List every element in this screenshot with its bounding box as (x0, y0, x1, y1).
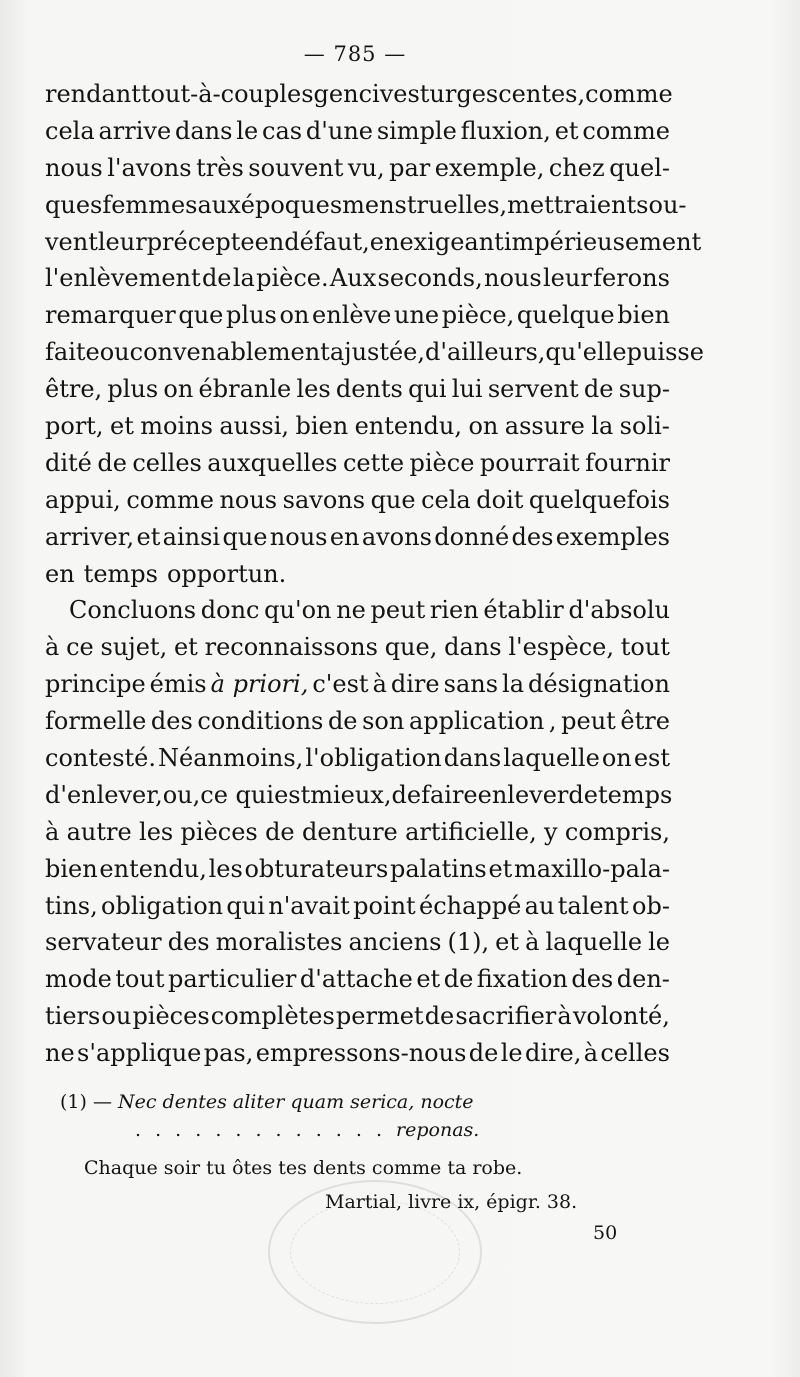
text-line (45, 408, 670, 445)
word: donc (200, 596, 260, 625)
text-line (45, 76, 673, 113)
word: dité (45, 448, 92, 477)
word: menstruelles, (342, 190, 508, 219)
text-line (45, 998, 670, 1035)
word: et (173, 633, 198, 662)
word: fluxion, (460, 116, 551, 145)
text-line (45, 187, 687, 224)
word: ou (101, 1002, 132, 1031)
text-line (45, 629, 670, 666)
word: faire (421, 780, 478, 809)
word: gencives (313, 80, 420, 108)
word: moins (140, 412, 213, 441)
word: arrive (98, 116, 172, 145)
word: mode (45, 965, 112, 994)
word: et (136, 522, 161, 551)
word: vent (45, 227, 98, 256)
word: dans (444, 633, 502, 662)
word: et (109, 412, 134, 441)
word: à (45, 633, 60, 662)
word: laquelle (503, 744, 600, 773)
word: qu'on (264, 596, 332, 625)
word: cela (421, 485, 471, 514)
text-line (45, 260, 670, 297)
footnote-quote: Nec dentes aliter quam serica, nocte (118, 1091, 474, 1113)
word: la (502, 670, 525, 699)
word: cela (45, 116, 95, 145)
word: sacrifier (455, 1002, 557, 1031)
word: ainsi (162, 522, 221, 551)
word: ne (336, 596, 366, 625)
word: y (544, 817, 558, 846)
word: d'enlever, (45, 780, 163, 809)
word: principe (45, 670, 146, 699)
word: à (557, 1002, 572, 1031)
word: tiers (45, 1002, 101, 1031)
word: à (372, 670, 387, 699)
word: émis (149, 670, 207, 699)
word: ou (99, 338, 130, 367)
text-line (45, 851, 670, 888)
word: ques (45, 190, 103, 219)
word: vu, (347, 153, 385, 182)
word: les (208, 854, 243, 883)
word: port, (45, 412, 104, 441)
word: qui (226, 891, 265, 920)
word: de (568, 780, 598, 809)
word: ce qui (200, 780, 275, 809)
word: n'avait (268, 891, 350, 920)
word: denture (301, 817, 398, 846)
word: celles (600, 1039, 670, 1068)
word: ne (45, 1039, 75, 1068)
word: rien (429, 596, 479, 625)
word: à (583, 1039, 599, 1068)
word: auxquelles (207, 448, 338, 477)
word: obligation (101, 891, 224, 920)
word: au (524, 891, 555, 920)
word: que (370, 485, 416, 514)
word: puisse (626, 338, 704, 367)
footnote-quote-continuation: reponas. (396, 1119, 480, 1141)
word: , (548, 707, 557, 736)
word: cas (262, 116, 303, 145)
word: peut (370, 596, 426, 625)
word: nous (45, 153, 103, 182)
word: comme (582, 116, 670, 145)
word: des (150, 707, 193, 736)
word: autre (66, 817, 132, 846)
word: volonté, (572, 1002, 670, 1031)
word: on (601, 744, 632, 773)
text-line (45, 224, 702, 261)
word: est (274, 780, 311, 809)
text-line (45, 519, 670, 556)
word: l'enlèvement (45, 264, 201, 293)
word: (1), (447, 928, 490, 957)
word: le (648, 928, 670, 957)
word: échappé (419, 891, 522, 920)
word: faite (45, 338, 100, 367)
text-line (45, 297, 670, 334)
word: précepte (146, 227, 255, 256)
word: des (571, 965, 614, 994)
word: bien (45, 854, 98, 883)
page-number: — 785 — (303, 42, 407, 66)
text-line (45, 445, 670, 482)
word: qui (408, 375, 447, 404)
word: comme (126, 485, 214, 514)
word: aussi, (219, 412, 290, 441)
word: convenablement (129, 338, 330, 367)
word: à priori, (210, 670, 309, 699)
word: c'est (312, 670, 369, 699)
word: laquelle (545, 928, 643, 957)
signature-number: 50 (593, 1222, 618, 1244)
word: l'espèce, (508, 633, 614, 662)
word: permet (335, 1002, 424, 1031)
word: bien (295, 412, 349, 441)
word: savons (282, 485, 366, 514)
word: pièce (409, 448, 475, 477)
word: temps (597, 780, 673, 809)
word: l'avons (107, 153, 192, 182)
word: sou- (636, 190, 687, 219)
word: être, (45, 375, 103, 404)
text-line (45, 334, 704, 371)
text-line (45, 482, 670, 519)
word: est (633, 744, 670, 773)
word: celles (132, 448, 202, 477)
word: plus (107, 375, 159, 404)
word: maxillo-pala- (514, 854, 670, 883)
word: mieux, (310, 780, 392, 809)
footnote-ellipsis: . . . . . . . . . . . . . (135, 1119, 386, 1141)
word: le (500, 1039, 523, 1068)
word: obturateurs (244, 854, 389, 883)
word: ajustée, (329, 338, 426, 367)
word: les (279, 80, 314, 108)
word: de (327, 707, 358, 736)
footnote-translation: Chaque soir tu ôtes tes dents comme ta robe. (84, 1157, 523, 1179)
word: ce (66, 633, 94, 662)
word: quelquefois (528, 485, 670, 514)
word: turgescentes, (419, 80, 586, 108)
word: les (296, 375, 331, 404)
word: de (391, 780, 422, 809)
word: donné (434, 522, 510, 551)
word: tout (620, 633, 670, 662)
word: quel- (609, 153, 670, 182)
word: désignation (528, 670, 670, 699)
word: de (583, 375, 614, 404)
word: servent (487, 375, 579, 404)
text-line (45, 740, 670, 777)
word: fixation (476, 965, 568, 994)
word: tout (115, 965, 165, 994)
word: artificielle, (405, 817, 537, 846)
word: le (236, 116, 259, 145)
word: nous (219, 485, 278, 514)
word: souvent (248, 153, 344, 182)
word: compris, (564, 817, 670, 846)
word: temps (83, 559, 158, 588)
word: dans (175, 116, 233, 145)
word: palatins (390, 854, 487, 883)
word: nous (484, 264, 542, 293)
text-line (45, 924, 670, 961)
word: tins, (45, 891, 98, 920)
word: d'attache (299, 965, 413, 994)
text-line (45, 814, 670, 851)
word: des (511, 522, 554, 551)
word: de (201, 264, 232, 293)
word: point (353, 891, 416, 920)
word: Concluons (69, 596, 197, 625)
word: sans (443, 670, 499, 699)
word: entendu, (354, 412, 463, 441)
text-line (45, 371, 670, 408)
word: pièces (180, 817, 258, 846)
word: de (468, 1039, 499, 1068)
word: cette (342, 448, 405, 477)
word: quelque (516, 301, 615, 330)
word: Aux (329, 264, 377, 293)
word: d'ailleurs, (425, 338, 546, 367)
word: qu'elle (545, 338, 627, 367)
word: tout-à-coup (140, 80, 280, 108)
word: den- (616, 965, 670, 994)
text-line (45, 592, 670, 629)
word: complètes (210, 1002, 335, 1031)
word: son (362, 707, 405, 736)
word: par (389, 153, 431, 182)
word: et (416, 965, 441, 994)
word: on (163, 375, 194, 404)
word: talent (557, 891, 629, 920)
word: seconds, (377, 264, 483, 293)
word: ou, (162, 780, 201, 809)
word: arriver, (45, 522, 135, 551)
word: moralistes (215, 928, 343, 957)
text-line (45, 777, 673, 814)
word: dans (443, 744, 502, 773)
text-line (45, 113, 670, 150)
word: simple (376, 116, 457, 145)
word: on (468, 412, 499, 441)
word: et (495, 928, 520, 957)
word: dire (390, 670, 440, 699)
word: exemple, (434, 153, 545, 182)
word: et (554, 116, 579, 145)
word: bien (617, 301, 670, 330)
body-text (45, 76, 704, 1072)
word: enlever (477, 780, 569, 809)
word: époques (240, 190, 343, 219)
word: que (222, 522, 268, 551)
word: pourrait (479, 448, 580, 477)
word: servateur (45, 928, 162, 957)
word: d'une (305, 116, 373, 145)
footnote-quote-line-2 (60, 1116, 620, 1144)
word: entendu, (99, 854, 207, 883)
word: de (265, 817, 295, 846)
word: enlève (312, 301, 392, 330)
word: leur (543, 264, 592, 293)
word: s'applique (77, 1039, 202, 1068)
word: application (408, 707, 545, 736)
word: Néanmoins, (158, 744, 304, 773)
text-line (45, 150, 670, 187)
word: à (525, 928, 540, 957)
word: empressons-nous (255, 1039, 467, 1068)
text-line (45, 666, 670, 703)
word: on (279, 301, 310, 330)
text-line (45, 703, 670, 740)
word: anciens (348, 928, 442, 957)
word: doit (476, 485, 524, 514)
word: la (232, 264, 255, 293)
word: à (45, 817, 60, 846)
word: rendant (45, 80, 141, 108)
word: pièce, (441, 301, 515, 330)
word: ob- (632, 891, 670, 920)
word: assure (504, 412, 585, 441)
word: très (196, 153, 244, 182)
word: des (167, 928, 210, 957)
word: aux (197, 190, 241, 219)
word: que, (384, 633, 438, 662)
word: les (139, 817, 174, 846)
word: une (393, 301, 440, 330)
word: leur (97, 227, 147, 256)
word: exemples (555, 522, 670, 551)
word: nous (269, 522, 328, 551)
word: contesté. (45, 744, 156, 773)
word: de (424, 1002, 455, 1031)
word: défaut, (284, 227, 370, 256)
text-line (45, 888, 670, 925)
word: conditions (197, 707, 324, 736)
word: reconnaissons (204, 633, 378, 662)
text-line (45, 556, 670, 593)
word: pas, (203, 1039, 254, 1068)
word: sup- (618, 375, 670, 404)
word: femmes (102, 190, 198, 219)
word: remarquer (45, 301, 176, 330)
word: formelle (45, 707, 147, 736)
word: d'absolu (568, 596, 670, 625)
footnote-marker: (1) — (60, 1091, 112, 1113)
word: particulier (167, 965, 297, 994)
word: en (369, 227, 400, 256)
word: fournir (585, 448, 670, 477)
word: dents (335, 375, 403, 404)
word: ébranle (198, 375, 292, 404)
word: et (488, 854, 513, 883)
word: en (45, 559, 75, 588)
word: soli- (619, 412, 670, 441)
word: de (97, 448, 127, 477)
word: impérieusement (503, 227, 702, 256)
word: peut (561, 707, 616, 736)
word: appui, (45, 485, 121, 514)
word: établir (483, 596, 564, 625)
footnote-citation: Martial, livre ix, épigr. 38. (325, 1191, 578, 1213)
word: avons (361, 522, 432, 551)
text-line (45, 1035, 670, 1072)
word: que (178, 301, 224, 330)
word: de (443, 965, 474, 994)
word: la (591, 412, 614, 441)
word: chez (548, 153, 605, 182)
footnote-quote-line-1 (60, 1088, 620, 1116)
word: dire, (525, 1039, 582, 1068)
word: en (329, 522, 360, 551)
footnote (60, 1088, 620, 1216)
word: ferons (593, 264, 670, 293)
word: opportun. (166, 559, 287, 588)
word: pièces (132, 1002, 210, 1031)
word: en (254, 227, 285, 256)
word: plus (226, 301, 277, 330)
word: l'obligation (305, 744, 442, 773)
word: exigeant (399, 227, 504, 256)
word: mettraient (507, 190, 637, 219)
word: pièce. (256, 264, 329, 293)
text-line (45, 961, 670, 998)
word: sujet, (100, 633, 168, 662)
word: comme (585, 80, 673, 108)
word: lui (451, 375, 483, 404)
word: être (620, 707, 670, 736)
